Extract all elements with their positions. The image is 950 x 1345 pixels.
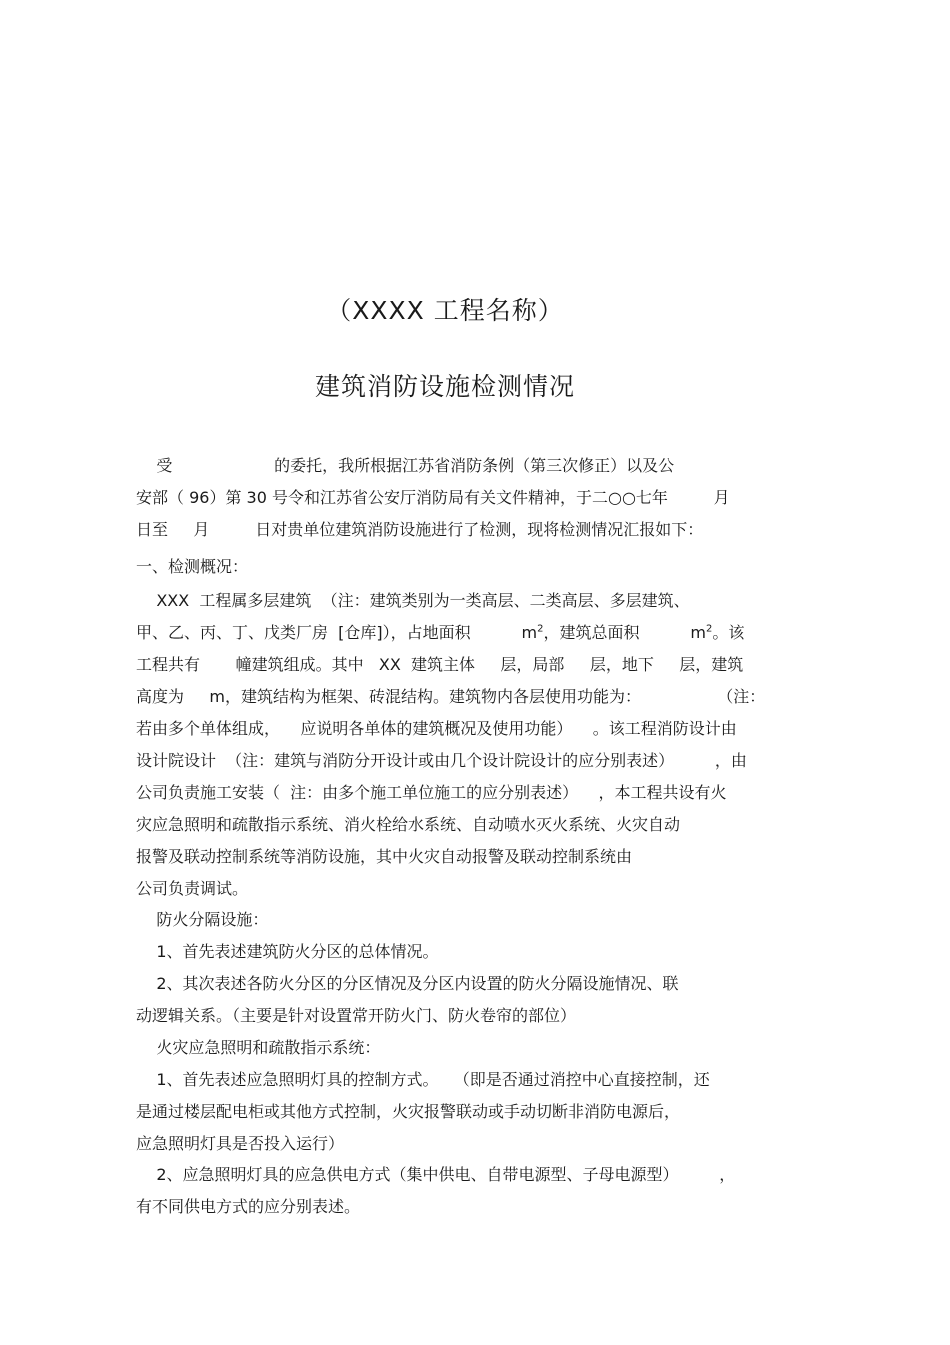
superscript: 2 bbox=[537, 623, 544, 635]
subsection-heading: 火灾应急照明和疏散指示系统： bbox=[136, 1038, 381, 1057]
overview-line-area bbox=[136, 623, 744, 643]
intro-line: 日至 月 日对贵单位建筑消防设施进行了检测，现将检测情况汇报如下： bbox=[136, 520, 704, 539]
overview-text: 。该 bbox=[712, 623, 745, 642]
overview-line: 设计院设计 （注：建筑与消防分开设计或由几个设计院设计的应分别表述） ，由 bbox=[136, 751, 747, 770]
paragraph-line: 1、首先表述建筑防火分区的总体情况。 bbox=[136, 942, 439, 961]
overview-text: 甲、乙、丙、丁、戊类厂房 [仓库]），占地面积 m bbox=[136, 623, 538, 642]
overview-line: 公司负责施工安装（ 注：由多个施工单位施工的应分别表述） ，本工程共设有火 bbox=[136, 783, 727, 802]
project-title: （XXXX 工程名称） bbox=[326, 296, 564, 325]
overview-text: ，建筑总面积 m bbox=[543, 623, 706, 642]
overview-line: 灾应急照明和疏散指示系统、消火栓给水系统、自动喷水灭火系统、火灾自动 bbox=[136, 815, 681, 834]
paragraph-line: 动逻辑关系。（主要是针对设置常开防火门、防火卷帘的部位） bbox=[136, 1006, 577, 1025]
superscript: 2 bbox=[705, 623, 713, 635]
paragraph-line: 有不同供电方式的应分别表述。 bbox=[136, 1197, 361, 1216]
subsection-heading: 防火分隔设施： bbox=[136, 910, 269, 929]
overview-line: XXX 工程属多层建筑 （注：建筑类别为一类高层、二类高层、多层建筑、 bbox=[136, 591, 690, 610]
paragraph-line: 应急照明灯具是否投入运行） bbox=[136, 1134, 345, 1153]
overview-line: 若由多个单体组成， 应说明各单体的建筑概况及使用功能） 。该工程消防设计由 bbox=[136, 719, 737, 738]
overview-line: 公司负责调试。 bbox=[136, 879, 249, 898]
paragraph-line: 1、首先表述应急照明灯具的控制方式。 （即是否通过消控中心直接控制，还 bbox=[136, 1070, 710, 1089]
paragraph-line: 2、应急照明灯具的应急供电方式（集中供电、自带电源型、子母电源型） ， bbox=[136, 1165, 736, 1184]
overview-line: 工程共有 幢建筑组成。其中 XX 建筑主体 层，局部 层，地下 层，建筑 bbox=[136, 655, 744, 674]
report-title: 建筑消防设施检测情况 bbox=[314, 372, 575, 401]
paragraph-line: 2、其次表述各防火分区的分区情况及分区内设置的防火分隔设施情况、联 bbox=[136, 974, 679, 993]
overview-line: 报警及联动控制系统等消防设施，其中火灾自动报警及联动控制系统由 bbox=[136, 847, 633, 866]
intro-line: 安部（ 96）第 30 号令和江苏省公安厅消防局有关文件精神，于二○○七年 月 bbox=[136, 488, 730, 507]
intro-line: 受 的委托，我所根据江苏省消防条例（第三次修正）以及公 bbox=[136, 456, 675, 475]
overview-line: 高度为 m，建筑结构为框架、砖混结构。建筑物内各层使用功能为： （注： bbox=[136, 687, 766, 706]
section-heading: 一、检测概况： bbox=[136, 557, 249, 576]
paragraph-line: 是通过楼层配电柜或其他方式控制，火灾报警联动或手动切断非消防电源后， bbox=[136, 1102, 681, 1121]
